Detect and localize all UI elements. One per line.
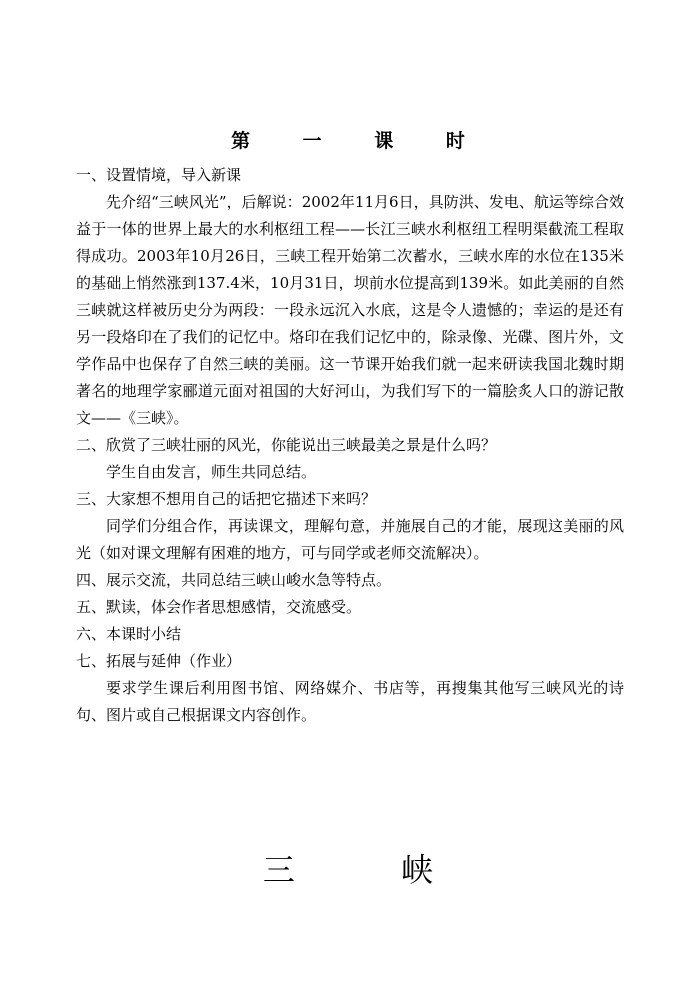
section-7: 七、拓展与延伸（作业）	[76, 652, 242, 670]
section-7-paragraph: 要求学生课后利用图书馆、网络媒介、书店等，再搜集其他写三峡风光的诗句、图片或自己根据课文内容创作。	[76, 679, 624, 724]
lesson-content	[76, 162, 624, 729]
text-title: 三 峡	[262, 851, 482, 889]
section-6: 六、本课时小结	[76, 625, 182, 643]
section-2-paragraph: 学生自由发言，师生共同总结。	[106, 463, 317, 481]
section-3: 三、大家想不想用自己的话把它描述下来吗？	[76, 490, 377, 508]
section-4: 四、展示交流，共同总结三峡山峻水急等特点。	[76, 571, 392, 589]
intro-paragraph: 先介绍“三峡风光”，后解说：2002年11月6日，具防洪、发电、航运等综合效益于一体的世界上最大的水利枢纽工程——长江三峡水利枢纽工程明渠截流工程取得成功。2003年10月26日，三峡工程开始第二次蓄水，三峡水库的水位在135米的基础上悄然涨到137.4米，10月31日，坝前水位提高到139米。如此美丽的自然三峡就这样被历史分为两段：一段永远沉入水底，这是令人遗憾的；幸运的是还有另一段烙印在了我们的记忆中。烙印在我们记忆中的，除录像、光碟、图片外，文学作品中也保存了自然三峡的美丽。这一节课开始我们就一起来研读我国北魏时期著名的地理学家郦道元面对祖国的大好河山，为我们写下的一篇脍炙人口的游记散文——《三峡》。	[76, 193, 624, 427]
section-2: 二、欣赏了三峡壮丽的风光，你能说出三峡最美之景是什么吗？	[76, 436, 497, 454]
section-5: 五、默读，体会作者思想感情，交流感受。	[76, 598, 362, 616]
section-3-paragraph: 同学们分组合作，再读课文，理解句意，并施展自己的才能，展现这美丽的风光（如对课文理解有困难的地方，可与同学或老师交流解决）。	[76, 517, 624, 562]
lesson-heading: 第 一 课 时	[231, 130, 488, 152]
section-1: 一、设置情境，导入新课	[76, 166, 242, 184]
